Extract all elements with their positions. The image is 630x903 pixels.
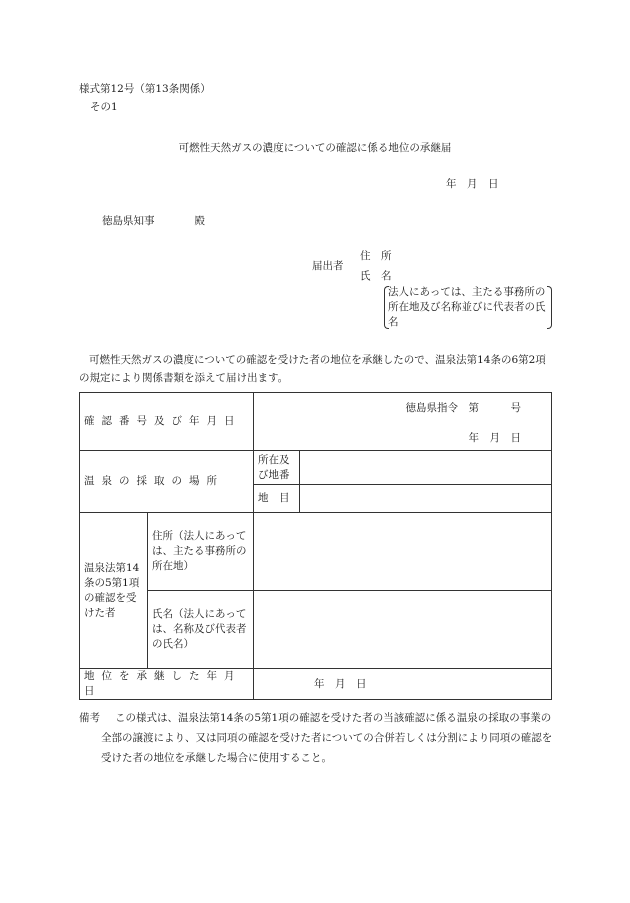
confirmed-name-label: 氏名（法人にあっては、名称及び代表者の氏名） xyxy=(148,591,254,669)
succession-date-text: 年 月 日 xyxy=(314,677,367,690)
form-number: 様式第12号（第13条関係） xyxy=(79,83,211,95)
remarks-label: 備考 xyxy=(79,712,100,724)
cert-number-text: 徳島県指令 第 号 xyxy=(405,402,521,414)
location-lot-label: 所在及び地番 xyxy=(254,451,300,485)
submission-date: 年 月 日 xyxy=(446,178,499,190)
addressee-honorific: 殿 xyxy=(194,215,205,227)
land-category-label: 地 目 xyxy=(254,485,300,513)
notification-table xyxy=(79,392,552,700)
land-category-field[interactable] xyxy=(300,485,552,513)
confirmed-address-field[interactable] xyxy=(254,513,552,591)
confirmed-person-label: 温泉法第14条の5第1項の確認を受けた者 xyxy=(80,513,148,669)
applicant-corporate-note: 法人にあっては、主たる事務所の所在地及び名称並びに代表者の氏名 xyxy=(384,285,552,330)
cert-date-text: 年 月 日 xyxy=(468,432,521,444)
succession-date-label: 地位を承継した年月日 xyxy=(80,669,254,700)
applicant-address-label: 住 所 xyxy=(360,250,392,262)
confirmed-name-field[interactable] xyxy=(254,591,552,669)
confirmed-address-label: 住所（法人にあっては、主たる事務所の所在地） xyxy=(148,513,254,591)
cert-number-field[interactable] xyxy=(254,393,552,451)
succession-date-field[interactable] xyxy=(254,669,552,700)
declaration-text: 可燃性天然ガスの濃度についての確認を受けた者の地位を承継したので、温泉法第14条の6第2項の規定により関係書類を添えて届け出ます。 xyxy=(79,354,546,384)
applicant-label: 届出者 xyxy=(312,260,344,272)
remarks xyxy=(79,708,559,768)
location-lot-field[interactable] xyxy=(300,451,552,485)
cert-number-label: 確認番号及び年月日 xyxy=(80,393,254,451)
document-title: 可燃性天然ガスの濃度についての確認に係る地位の承継届 xyxy=(178,142,452,154)
collection-site-label: 温泉の採取の場所 xyxy=(80,451,254,513)
addressee-office: 徳島県知事 xyxy=(102,215,155,227)
form-sub-number: その1 xyxy=(90,101,118,113)
applicant-name-label: 氏 名 xyxy=(360,270,392,282)
remarks-text: この様式は、温泉法第14条の5第1項の確認を受けた者の当該確認に係る温泉の採取の事業の全部の譲渡により、又は同項の確認を受けた者についての合併若しくは分割により同項の確認を受けた者の地位を承継した場合に使用すること。 xyxy=(101,712,553,764)
addressee xyxy=(102,213,205,228)
